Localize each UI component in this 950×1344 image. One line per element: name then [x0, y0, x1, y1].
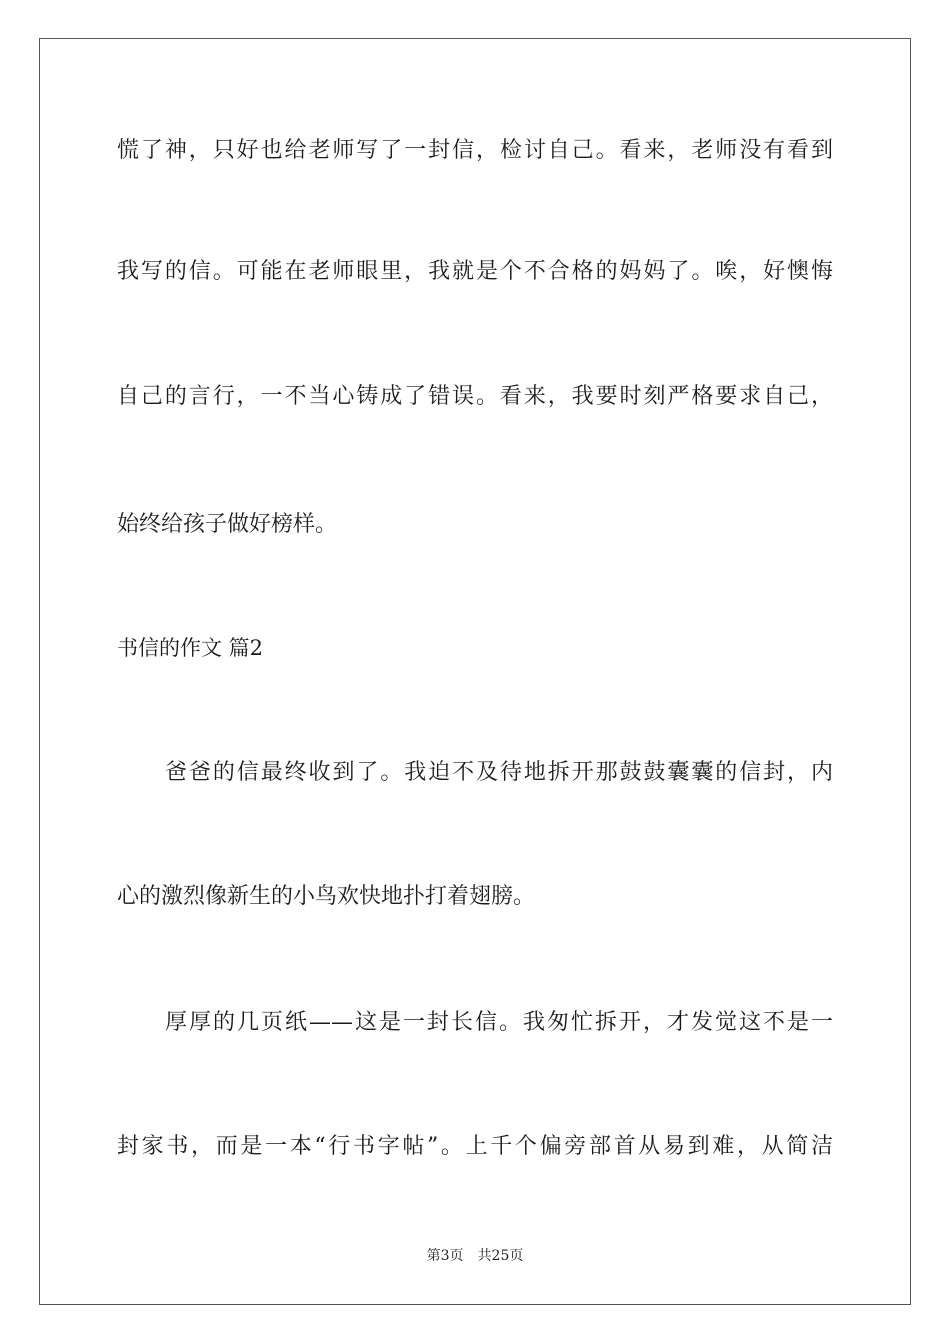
section-heading: 书信的作文 篇2 [117, 636, 264, 660]
paragraph-line: 我写的信。可能在老师眼里，我就是个不合格的妈妈了。唉，好懊悔 [117, 259, 833, 284]
page-frame [39, 38, 911, 1305]
paragraph-line: 爸爸的信最终收到了。我迫不及待地拆开那鼓鼓囊囊的信封，内 [165, 760, 833, 785]
paragraph-line: 心的激烈像新生的小鸟欢快地扑打着翅膀。 [117, 884, 536, 909]
page-total: 共25页 [477, 1248, 524, 1264]
page-footer [0, 1246, 950, 1266]
paragraph-line: 厚厚的几页纸——这是一封长信。我匆忙拆开，才发觉这不是一 [165, 1010, 833, 1035]
paragraph-line: 慌了神，只好也给老师写了一封信，检讨自己。看来，老师没有看到 [117, 138, 833, 163]
paragraph-line: 自己的言行，一不当心铸成了错误。看来，我要时刻严格要求自己， [117, 384, 833, 409]
paragraph-line: 封家书，而是一本“行书字帖”。上千个偏旁部首从易到难，从简洁 [117, 1134, 833, 1159]
paragraph-line: 始终给孩子做好榜样。 [117, 512, 338, 537]
page-number: 第3页 [426, 1248, 464, 1264]
